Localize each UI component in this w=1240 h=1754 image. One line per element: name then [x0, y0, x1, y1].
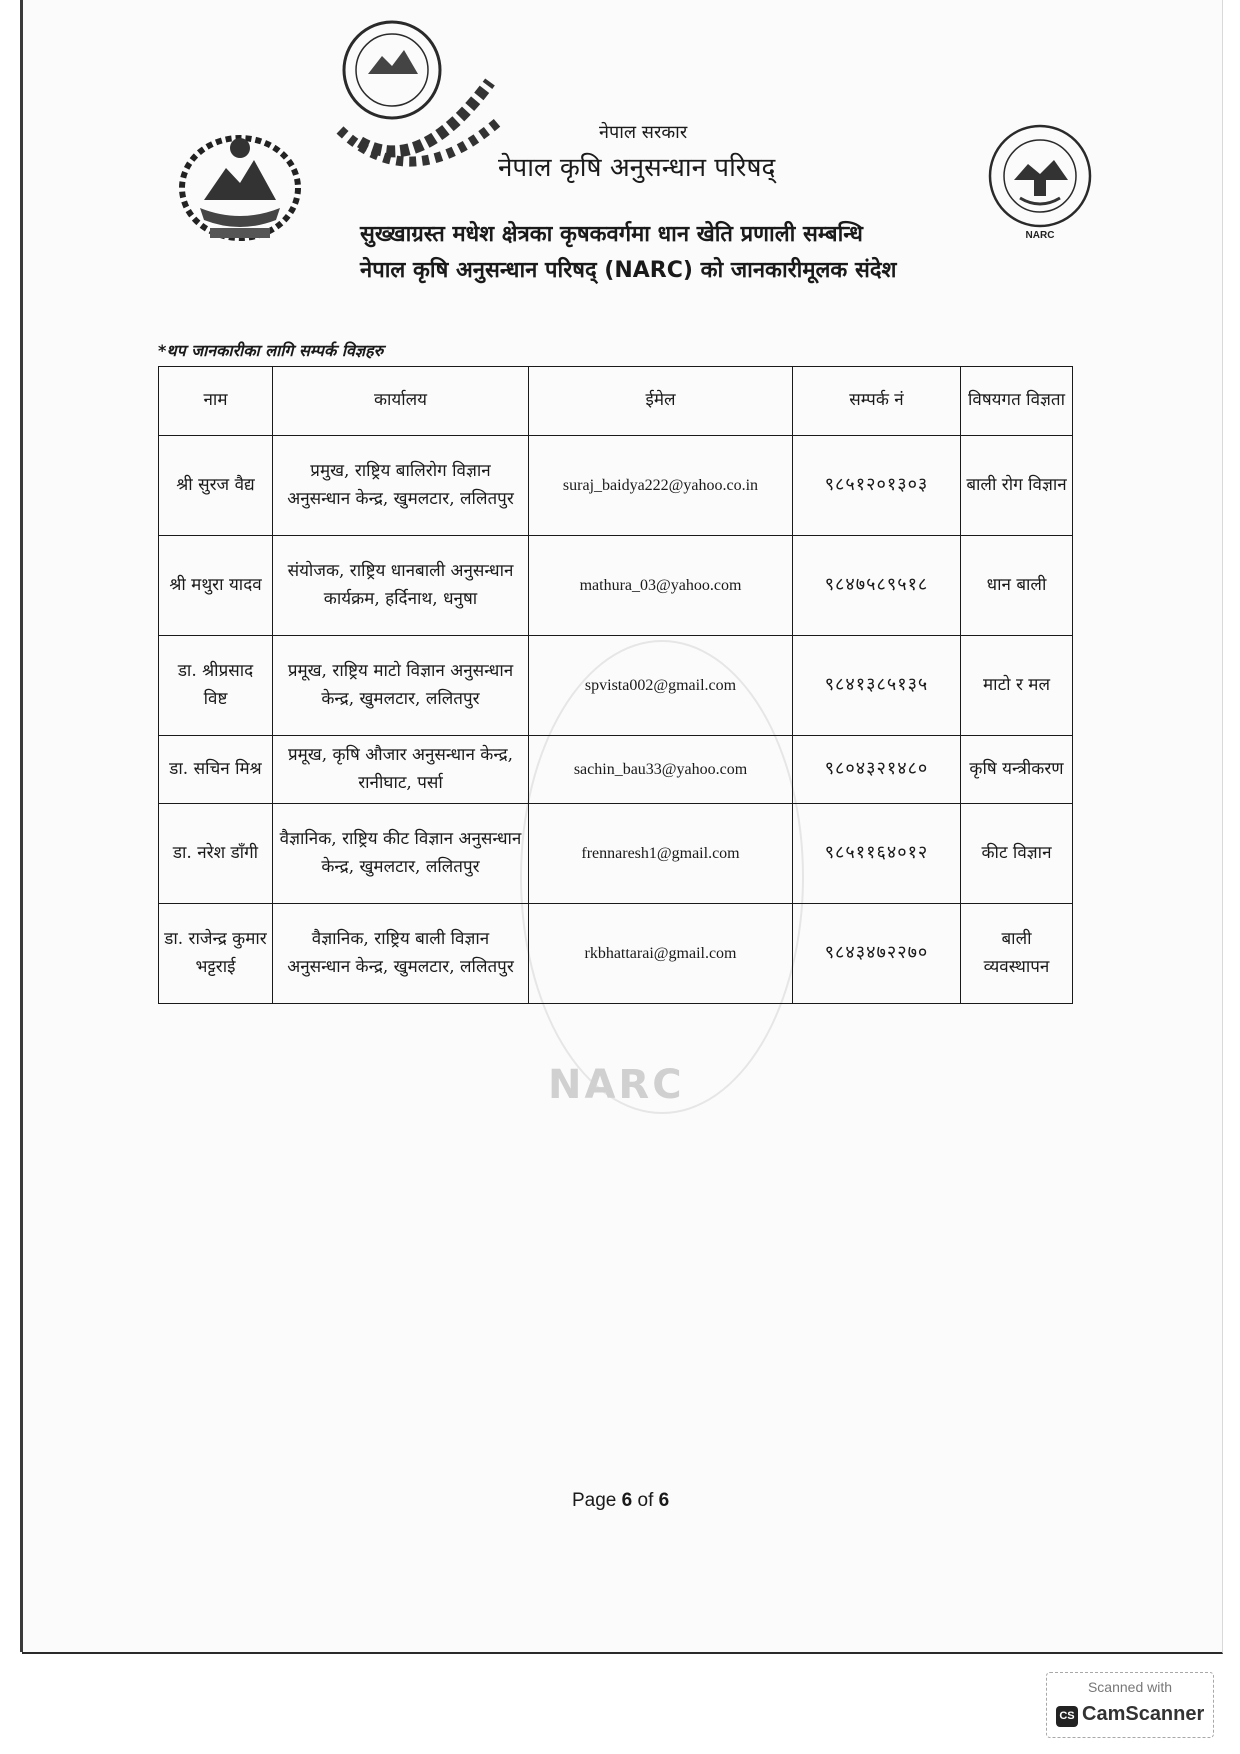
document-title-line-2: नेपाल कृषि अनुसन्धान परिषद् (NARC) को जानकारीमूलक संदेश	[360, 258, 897, 283]
expert-phone: ९८५११६४०१२	[793, 804, 961, 904]
expert-name: श्री सुरज वैद्य	[159, 436, 273, 536]
scanner-caption: Scanned with	[1087, 1679, 1173, 1695]
government-label: नेपाल सरकार	[599, 122, 688, 143]
document-title-line-1: सुख्खाग्रस्त मधेश क्षेत्रका कृषकवर्गमा धान खेति प्रणाली सम्बन्धि	[360, 222, 863, 247]
current-page: 6	[621, 1490, 633, 1511]
expert-email[interactable]: suraj_baidya222@yahoo.co.in	[529, 436, 793, 536]
total-pages: 6	[658, 1490, 670, 1511]
expert-expertise: धान बाली	[961, 536, 1073, 636]
table-header-row	[159, 367, 1073, 436]
table-row	[159, 436, 1073, 536]
expert-expertise: बाली रोग विज्ञान	[961, 436, 1073, 536]
page-label: Page	[572, 1490, 617, 1511]
camscanner-badge	[1046, 1672, 1214, 1738]
expert-expertise: कीट विज्ञान	[961, 804, 1073, 904]
header-email: ईमेल	[529, 367, 793, 436]
expert-expertise: माटो र मल	[961, 636, 1073, 736]
expert-email[interactable]: frennaresh1@gmail.com	[529, 804, 793, 904]
expert-email[interactable]: mathura_03@yahoo.com	[529, 536, 793, 636]
expert-office: प्रमूख, राष्ट्रिय माटो विज्ञान अनुसन्धान केन्द्र, खुमलटार, ललितपुर	[273, 636, 529, 736]
table-row	[159, 636, 1073, 736]
expert-office: वैज्ञानिक, राष्ट्रिय बाली विज्ञान अनुसन्धान केन्द्र, खुमलटार, ललितपुर	[273, 904, 529, 1004]
expert-email[interactable]: rkbhattarai@gmail.com	[529, 904, 793, 1004]
expert-phone: ९८०४३२१४८०	[793, 736, 961, 804]
expert-phone: ९८४७५८९५१८	[793, 536, 961, 636]
expert-phone: ९८५१२०१३०३	[793, 436, 961, 536]
council-name: नेपाल कृषि अनुसन्धान परिषद्	[498, 153, 776, 183]
header-expertise: विषयगत विज्ञता	[961, 367, 1073, 436]
nepal-emblem-icon	[170, 128, 310, 246]
contact-note: *थप जानकारीका लागि सम्पर्क विज्ञहरु	[158, 341, 384, 360]
header-name: नाम	[159, 367, 273, 436]
expert-office: प्रमुख, राष्ट्रिय बालिरोग विज्ञान अनुसन्धान केन्द्र, खुमलटार, ललितपुर	[273, 436, 529, 536]
expert-name: डा. राजेन्द्र कुमार भट्टराई	[159, 904, 273, 1004]
header-phone: सम्पर्क नं	[793, 367, 961, 436]
expert-name: डा. नरेश डाँगी	[159, 804, 273, 904]
header-office: कार्यालय	[273, 367, 529, 436]
expert-name: डा. श्रीप्रसाद विष्ट	[159, 636, 273, 736]
narc-logo-label: NARC	[1025, 230, 1055, 241]
expert-email[interactable]: spvista002@gmail.com	[529, 636, 793, 736]
of-label: of	[637, 1490, 654, 1511]
camscanner-icon: CS	[1056, 1706, 1078, 1727]
expert-phone: ९८४१३८५१३५	[793, 636, 961, 736]
scanner-name: CamScanner	[1082, 1703, 1205, 1725]
expert-contact-table	[158, 366, 1073, 1004]
expert-name: डा. सचिन मिश्र	[159, 736, 273, 804]
expert-expertise: बाली व्यवस्थापन	[961, 904, 1073, 1004]
scan-edge	[20, 0, 23, 1652]
expert-office: संयोजक, राष्ट्रिय धानबाली अनुसन्धान कार्यक्रम, हर्दिनाथ, धनुषा	[273, 536, 529, 636]
expert-office: वैज्ञानिक, राष्ट्रिय कीट विज्ञान अनुसन्धान केन्द्र, खुमलटार, ललितपुर	[273, 804, 529, 904]
expert-email[interactable]: sachin_bau33@yahoo.com	[529, 736, 793, 804]
table-row	[159, 736, 1073, 804]
expert-expertise: कृषि यन्त्रीकरण	[961, 736, 1073, 804]
page-number	[572, 1490, 669, 1512]
narc-logo-icon	[984, 120, 1096, 242]
expert-phone: ९८४३४७२२७०	[793, 904, 961, 1004]
table-row	[159, 804, 1073, 904]
expert-office: प्रमूख, कृषि औजार अनुसन्धान केन्द्र, रानीघाट, पर्सा	[273, 736, 529, 804]
table-row	[159, 536, 1073, 636]
expert-name: श्री मथुरा यादव	[159, 536, 273, 636]
watermark-text: NARC	[548, 1062, 685, 1108]
office-stamp	[320, 12, 520, 202]
table-row	[159, 904, 1073, 1004]
